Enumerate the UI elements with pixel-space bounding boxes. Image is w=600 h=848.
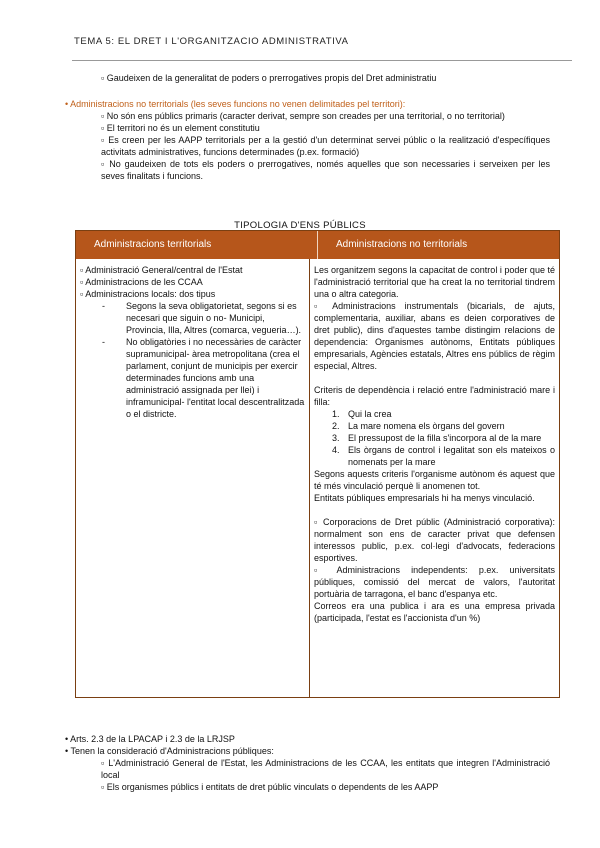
- criteria-title: Criteris de dependència i relació entre l'administració mare i filla:: [314, 385, 555, 407]
- correos-text: Correos era una publica i ara es una empresa privada (participada, l'estat es l'accionista d'un %): [314, 601, 555, 623]
- non-territorial-cell: [310, 259, 559, 697]
- local-type-item: - Segons la seva obligatorietat, segons si es necesari que siguin o no- Municipi, Provincia, Illa, Altres (comarca, vegueria…).: [102, 301, 302, 335]
- top-item: ▫ Gaudeixen de la generalitat de poders o prerrogatives propis del Dret administratiu: [101, 73, 437, 83]
- bottom-item: ▫ Els organismes públics i entitats de dret públic vinculats o dependents de les AAPP: [101, 782, 439, 792]
- public-entities-table: [75, 230, 560, 698]
- intro-text: Les organitzem segons la capacitat de control i poder que té l'administració territorial que ha creat la no territorial tindrem una o altra categoria.: [314, 265, 555, 299]
- non-territorial-item: ▫ El territori no és un element constitutiu: [101, 123, 260, 133]
- bottom-item: ▫ L'Administració General de l'Estat, les Administracions de les CCAA, les entitats que integren l'Administració local: [101, 758, 550, 780]
- territorial-item: ▫ Administració General/central de l'Estat: [80, 265, 243, 275]
- non-territorial-item: ▫ Es creen per les AAPP territorials per a la gestió d'un determinat servei públic o la realització d'específiques activitats administratives, funcions determinades (p.ex. formació): [101, 135, 550, 157]
- criteria-item: 4. Els òrgans de control i legalitat son els mateixos o nomenats per la mare: [332, 445, 555, 467]
- criteria-item: 1. Qui la crea: [332, 409, 392, 419]
- table-body-row: [76, 259, 559, 697]
- territorial-cell: [76, 259, 310, 697]
- arts-line: • Arts. 2.3 de la LPACAP i 2.3 de la LRJSP: [65, 734, 235, 744]
- non-territorial-item: ▫ No són ens públics primaris (caracter derivat, sempre son creades per una territorial, o no territorial): [101, 111, 505, 121]
- bottom-section: [65, 733, 550, 793]
- page-header: TEMA 5: EL DRET I L'ORGANITZACIO ADMINISTRATIVA: [74, 36, 349, 47]
- consideracio-line: • Tenen la consideració d'Administracions públiques:: [65, 746, 274, 756]
- entitats-text: Entitats públiques empresarials hi ha menys vinculació.: [314, 493, 535, 503]
- corporacions-text: ▫ Corporacions de Dret públic (Administració corporativa): normalment son ens de caracter privat que defensen interessos public, p.ex. col·legi d'advocats, federacions esportives.: [314, 517, 555, 563]
- territorial-item: ▫ Administracions locals: dos tipus: [80, 289, 216, 299]
- local-type-item: - No obligatòries i no necessàries de caràcter supramunicipal- àrea metropolitana (crea el parlament, conjunt de municipis per exercir determinades funcions amb una administració assignada per llei) i inframunicipal- l'entitat local descentralitzada o el districte.: [102, 337, 305, 419]
- non-territorial-item: ▫ No gaudeixen de tots els poders o prerrogatives, només aquelles que son necessaries i serveixen per les seves finalitats i funcions.: [101, 159, 550, 181]
- after-criteria-text: Segons aquests criteris l'organisme autònom és aquest que té més vinculació perquè li anomenen tot.: [314, 469, 555, 491]
- col2-header: Administracions no territorials: [336, 239, 468, 250]
- table-header-row: [76, 231, 559, 259]
- table-title: TIPOLOGIA D'ENS PÚBLICS: [234, 220, 366, 231]
- non-territorial-heading: • Administracions no territorials (les seves funcions no venen delimitades pel territori):: [65, 99, 406, 109]
- criteria-item: 2. La mare nomena els òrgans del govern: [332, 421, 505, 431]
- criteria-item: 3. El pressupost de la filla s'incorpora al de la mare: [332, 433, 542, 443]
- col1-header: Administracions territorials: [76, 231, 318, 259]
- header-rule: [72, 60, 572, 61]
- instrumental-text: ▫ Administracions instrumentals (bicarials, de ajuts, complementaria, auxiliar, abans es deien corporatives de dret public), dins d'aquestes tambe distingim relacions de dependencia: Organismes autònoms, Entitats públiques empresarials, Agències estatals, Altres ens públics de règim especial, Altres.: [314, 301, 555, 371]
- top-item-block: [65, 72, 550, 84]
- independents-text: ▫ Administracions independents: p.ex. universitats públiques, comissió del mercat de valors, l'autoritat portuària de tarragona, el banc d'espanya etc.: [314, 565, 555, 599]
- non-territorial-section: [65, 98, 550, 182]
- territorial-item: ▫ Administracions de les CCAA: [80, 277, 203, 287]
